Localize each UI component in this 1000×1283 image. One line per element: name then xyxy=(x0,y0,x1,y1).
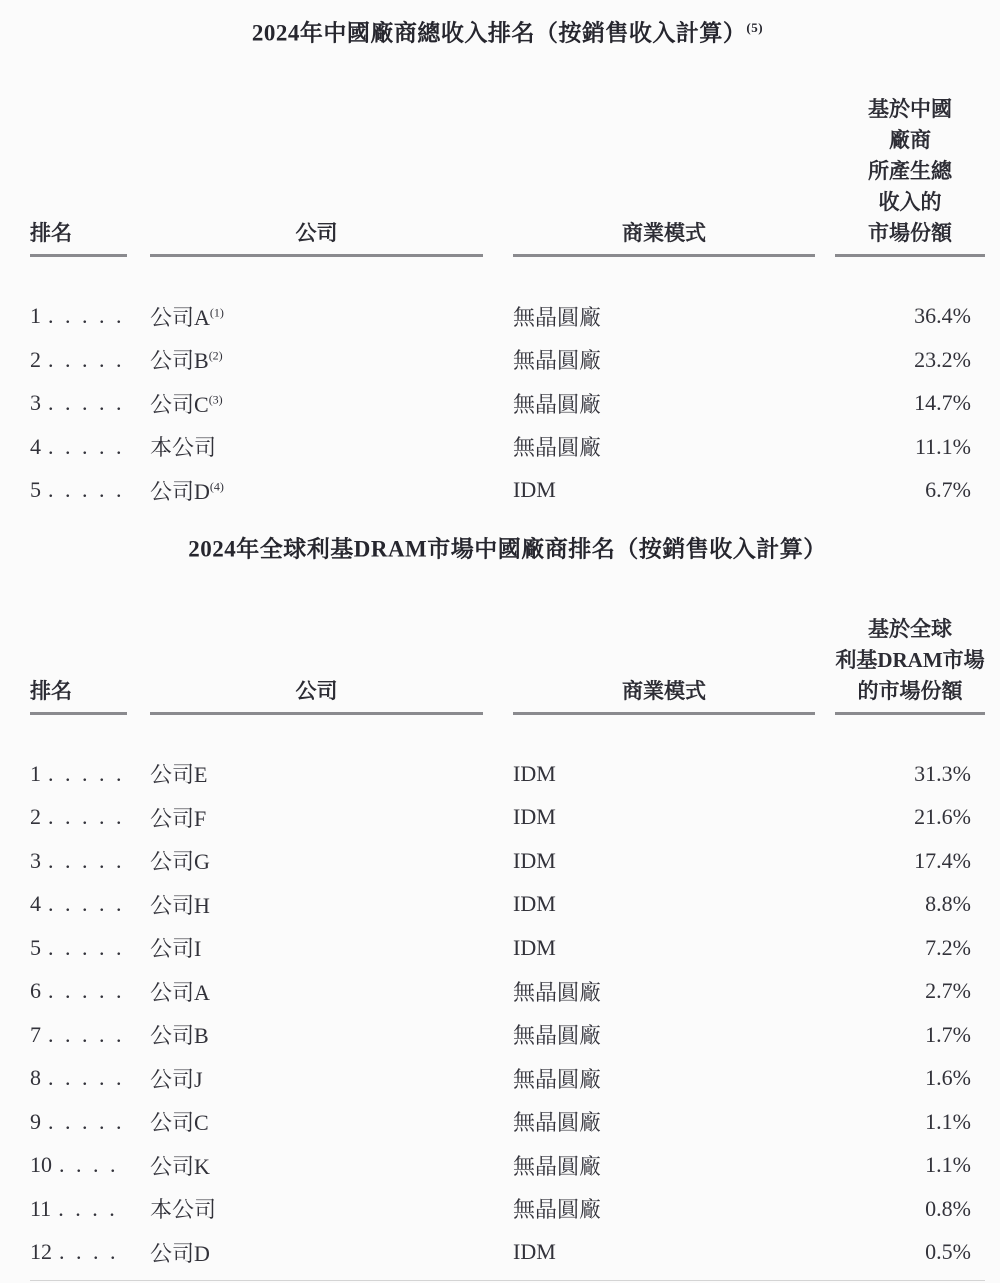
company-cell: 公司D xyxy=(150,1240,210,1266)
company-cell: 公司C xyxy=(150,1110,209,1136)
company-cell: 公司E xyxy=(150,762,208,788)
table-2-body xyxy=(30,752,985,1274)
model-cell: IDM xyxy=(513,934,556,960)
table-1-title-text: 2024年中國廠商總收入排名（按銷售收入計算） xyxy=(251,20,747,46)
share-cell: 7.2% xyxy=(925,934,971,960)
table-row xyxy=(30,295,985,339)
table-2-col-share-lines: 基於全球 利基DRAM市場 的市場份額 xyxy=(835,614,985,715)
dot-leader: . . . . xyxy=(59,1239,119,1265)
company-cell: 公司A xyxy=(150,979,210,1005)
model-cell: 無晶圓廠 xyxy=(513,1197,602,1223)
table-row xyxy=(30,1230,985,1274)
table-1-header-row xyxy=(30,94,985,257)
table-row xyxy=(30,1100,985,1144)
company-cell: 公司H xyxy=(150,892,210,918)
model-cell: 無晶圓廠 xyxy=(513,1023,602,1049)
table-bottom-rule xyxy=(30,1280,985,1281)
rank-cell: 4 . . . . . xyxy=(30,433,125,459)
dot-leader: . . . . . xyxy=(48,934,125,960)
model-cell: 無晶圓廠 xyxy=(513,304,602,330)
dot-leader: . . . . . xyxy=(48,433,125,459)
table-row xyxy=(30,752,985,796)
share-cell: 0.5% xyxy=(925,1239,971,1265)
company-cell: 本公司 xyxy=(150,435,217,461)
rank-cell: 4 . . . . . xyxy=(30,891,125,917)
company-cell: 公司K xyxy=(150,1153,210,1179)
dot-leader: . . . . xyxy=(59,1152,119,1178)
table-2-header-row xyxy=(30,614,985,715)
model-cell: 無晶圓廠 xyxy=(513,979,602,1005)
model-cell: IDM xyxy=(513,760,556,786)
table-row xyxy=(30,926,985,970)
rank-cell: 10 . . . . xyxy=(30,1152,119,1178)
table-2-col-rank: 排名 xyxy=(30,675,150,715)
rank-cell: 3 . . . . . xyxy=(30,847,125,873)
table-1-col-share xyxy=(835,94,985,257)
share-cell: 11.1% xyxy=(914,433,971,459)
model-cell: IDM xyxy=(513,847,556,873)
table-2-title-text: 2024年全球利基DRAM市場中國廠商排名（按銷售收入計算） xyxy=(188,536,827,562)
share-cell: 6.7% xyxy=(925,477,971,503)
table-row xyxy=(30,969,985,1013)
table-row xyxy=(30,382,985,426)
table-row xyxy=(30,1143,985,1187)
model-cell: IDM xyxy=(513,891,556,917)
dot-leader: . . . . . xyxy=(48,390,125,416)
company-cell: 公司$A^{(1)}$ xyxy=(150,304,224,330)
model-cell: IDM xyxy=(513,1239,556,1265)
model-cell: 無晶圓廠 xyxy=(513,1153,602,1179)
company-cell: 公司$C^{(3)}$ xyxy=(150,391,223,417)
table-1-col-company: 公司 xyxy=(150,217,513,257)
table-row xyxy=(30,1013,985,1057)
dot-leader: . . . . . xyxy=(48,1021,125,1047)
model-cell: IDM xyxy=(513,477,556,503)
rank-cell: 5 . . . . . xyxy=(30,934,125,960)
footnote-ref: (4) xyxy=(209,479,224,494)
share-cell: 1.7% xyxy=(925,1021,971,1047)
table-row xyxy=(30,425,985,469)
model-cell: 無晶圓廠 xyxy=(513,435,602,461)
table-2-col-model: 商業模式 xyxy=(513,675,835,715)
dot-leader: . . . . xyxy=(58,1195,118,1221)
model-cell: 無晶圓廠 xyxy=(513,1066,602,1092)
share-cell: 21.6% xyxy=(914,804,971,830)
company-cell: 公司G xyxy=(150,849,210,875)
table-1-body xyxy=(30,295,985,513)
table-2-title xyxy=(30,530,985,564)
footnote-ref: (1) xyxy=(209,305,224,320)
table-row xyxy=(30,1056,985,1100)
dot-leader: . . . . . xyxy=(48,1108,125,1134)
rank-cell: 11 . . . . xyxy=(30,1195,118,1221)
rank-cell: 6 . . . . . xyxy=(30,978,125,1004)
table-row xyxy=(30,338,985,382)
share-cell: 31.3% xyxy=(914,760,971,786)
table-row xyxy=(30,1187,985,1231)
footnote-ref: (2) xyxy=(208,349,223,364)
dot-leader: . . . . . xyxy=(48,847,125,873)
rank-cell: 8 . . . . . xyxy=(30,1065,125,1091)
table-1-title xyxy=(30,14,985,48)
table-row xyxy=(30,469,985,513)
footnote-ref: (3) xyxy=(208,392,223,407)
rank-cell: 5 . . . . . xyxy=(30,477,125,503)
company-cell: 本公司 xyxy=(150,1197,217,1223)
share-cell: 1.1% xyxy=(925,1108,971,1134)
company-cell: 公司B xyxy=(150,1023,209,1049)
share-cell: 36.4% xyxy=(914,303,971,329)
table-1-col-model: 商業模式 xyxy=(513,217,835,257)
rank-cell: 7 . . . . . xyxy=(30,1021,125,1047)
share-cell: 2.7% xyxy=(925,978,971,1004)
share-cell: 23.2% xyxy=(914,346,971,372)
table-row xyxy=(30,882,985,926)
dot-leader: . . . . . xyxy=(48,760,125,786)
model-cell: 無晶圓廠 xyxy=(513,391,602,417)
share-cell: 17.4% xyxy=(914,847,971,873)
rank-cell: 3 . . . . . xyxy=(30,390,125,416)
dot-leader: . . . . . xyxy=(48,346,125,372)
share-cell: 0.8% xyxy=(925,1195,971,1221)
dot-leader: . . . . . xyxy=(48,978,125,1004)
company-cell: 公司$D^{(4)}$ xyxy=(150,478,224,504)
dot-leader: . . . . . xyxy=(48,477,125,503)
share-cell: 1.6% xyxy=(925,1065,971,1091)
table-2-col-share xyxy=(835,614,985,715)
rank-cell: 1 . . . . . xyxy=(30,760,125,786)
table-row xyxy=(30,839,985,883)
rank-cell: 9 . . . . . xyxy=(30,1108,125,1134)
share-cell: 8.8% xyxy=(925,891,971,917)
company-cell: 公司$B^{(2)}$ xyxy=(150,348,223,374)
table-2-col-company: 公司 xyxy=(150,675,513,715)
company-cell: 公司J xyxy=(150,1066,203,1092)
rank-cell: 12 . . . . xyxy=(30,1239,119,1265)
share-cell: 1.1% xyxy=(925,1152,971,1178)
dot-leader: . . . . . xyxy=(48,804,125,830)
rank-cell: 2 . . . . . xyxy=(30,346,125,372)
rank-cell: 1 . . . . . xyxy=(30,303,125,329)
model-cell: 無晶圓廠 xyxy=(513,348,602,374)
rank-cell: 2 . . . . . xyxy=(30,804,125,830)
dot-leader: . . . . . xyxy=(48,303,125,329)
dot-leader: . . . . . xyxy=(48,1065,125,1091)
model-cell: 無晶圓廠 xyxy=(513,1110,602,1136)
table-1-col-rank: 排名 xyxy=(30,217,150,257)
model-cell: IDM xyxy=(513,804,556,830)
company-cell: 公司I xyxy=(150,936,202,962)
share-cell: 14.7% xyxy=(914,390,971,416)
table-1-title-footnote-ref: (5) xyxy=(746,20,764,35)
dot-leader: . . . . . xyxy=(48,891,125,917)
company-cell: 公司F xyxy=(150,805,207,831)
table-row xyxy=(30,795,985,839)
table-1-col-share-lines: 基於中國 廠商 所產生總 收入的 市場份額 xyxy=(835,94,985,257)
